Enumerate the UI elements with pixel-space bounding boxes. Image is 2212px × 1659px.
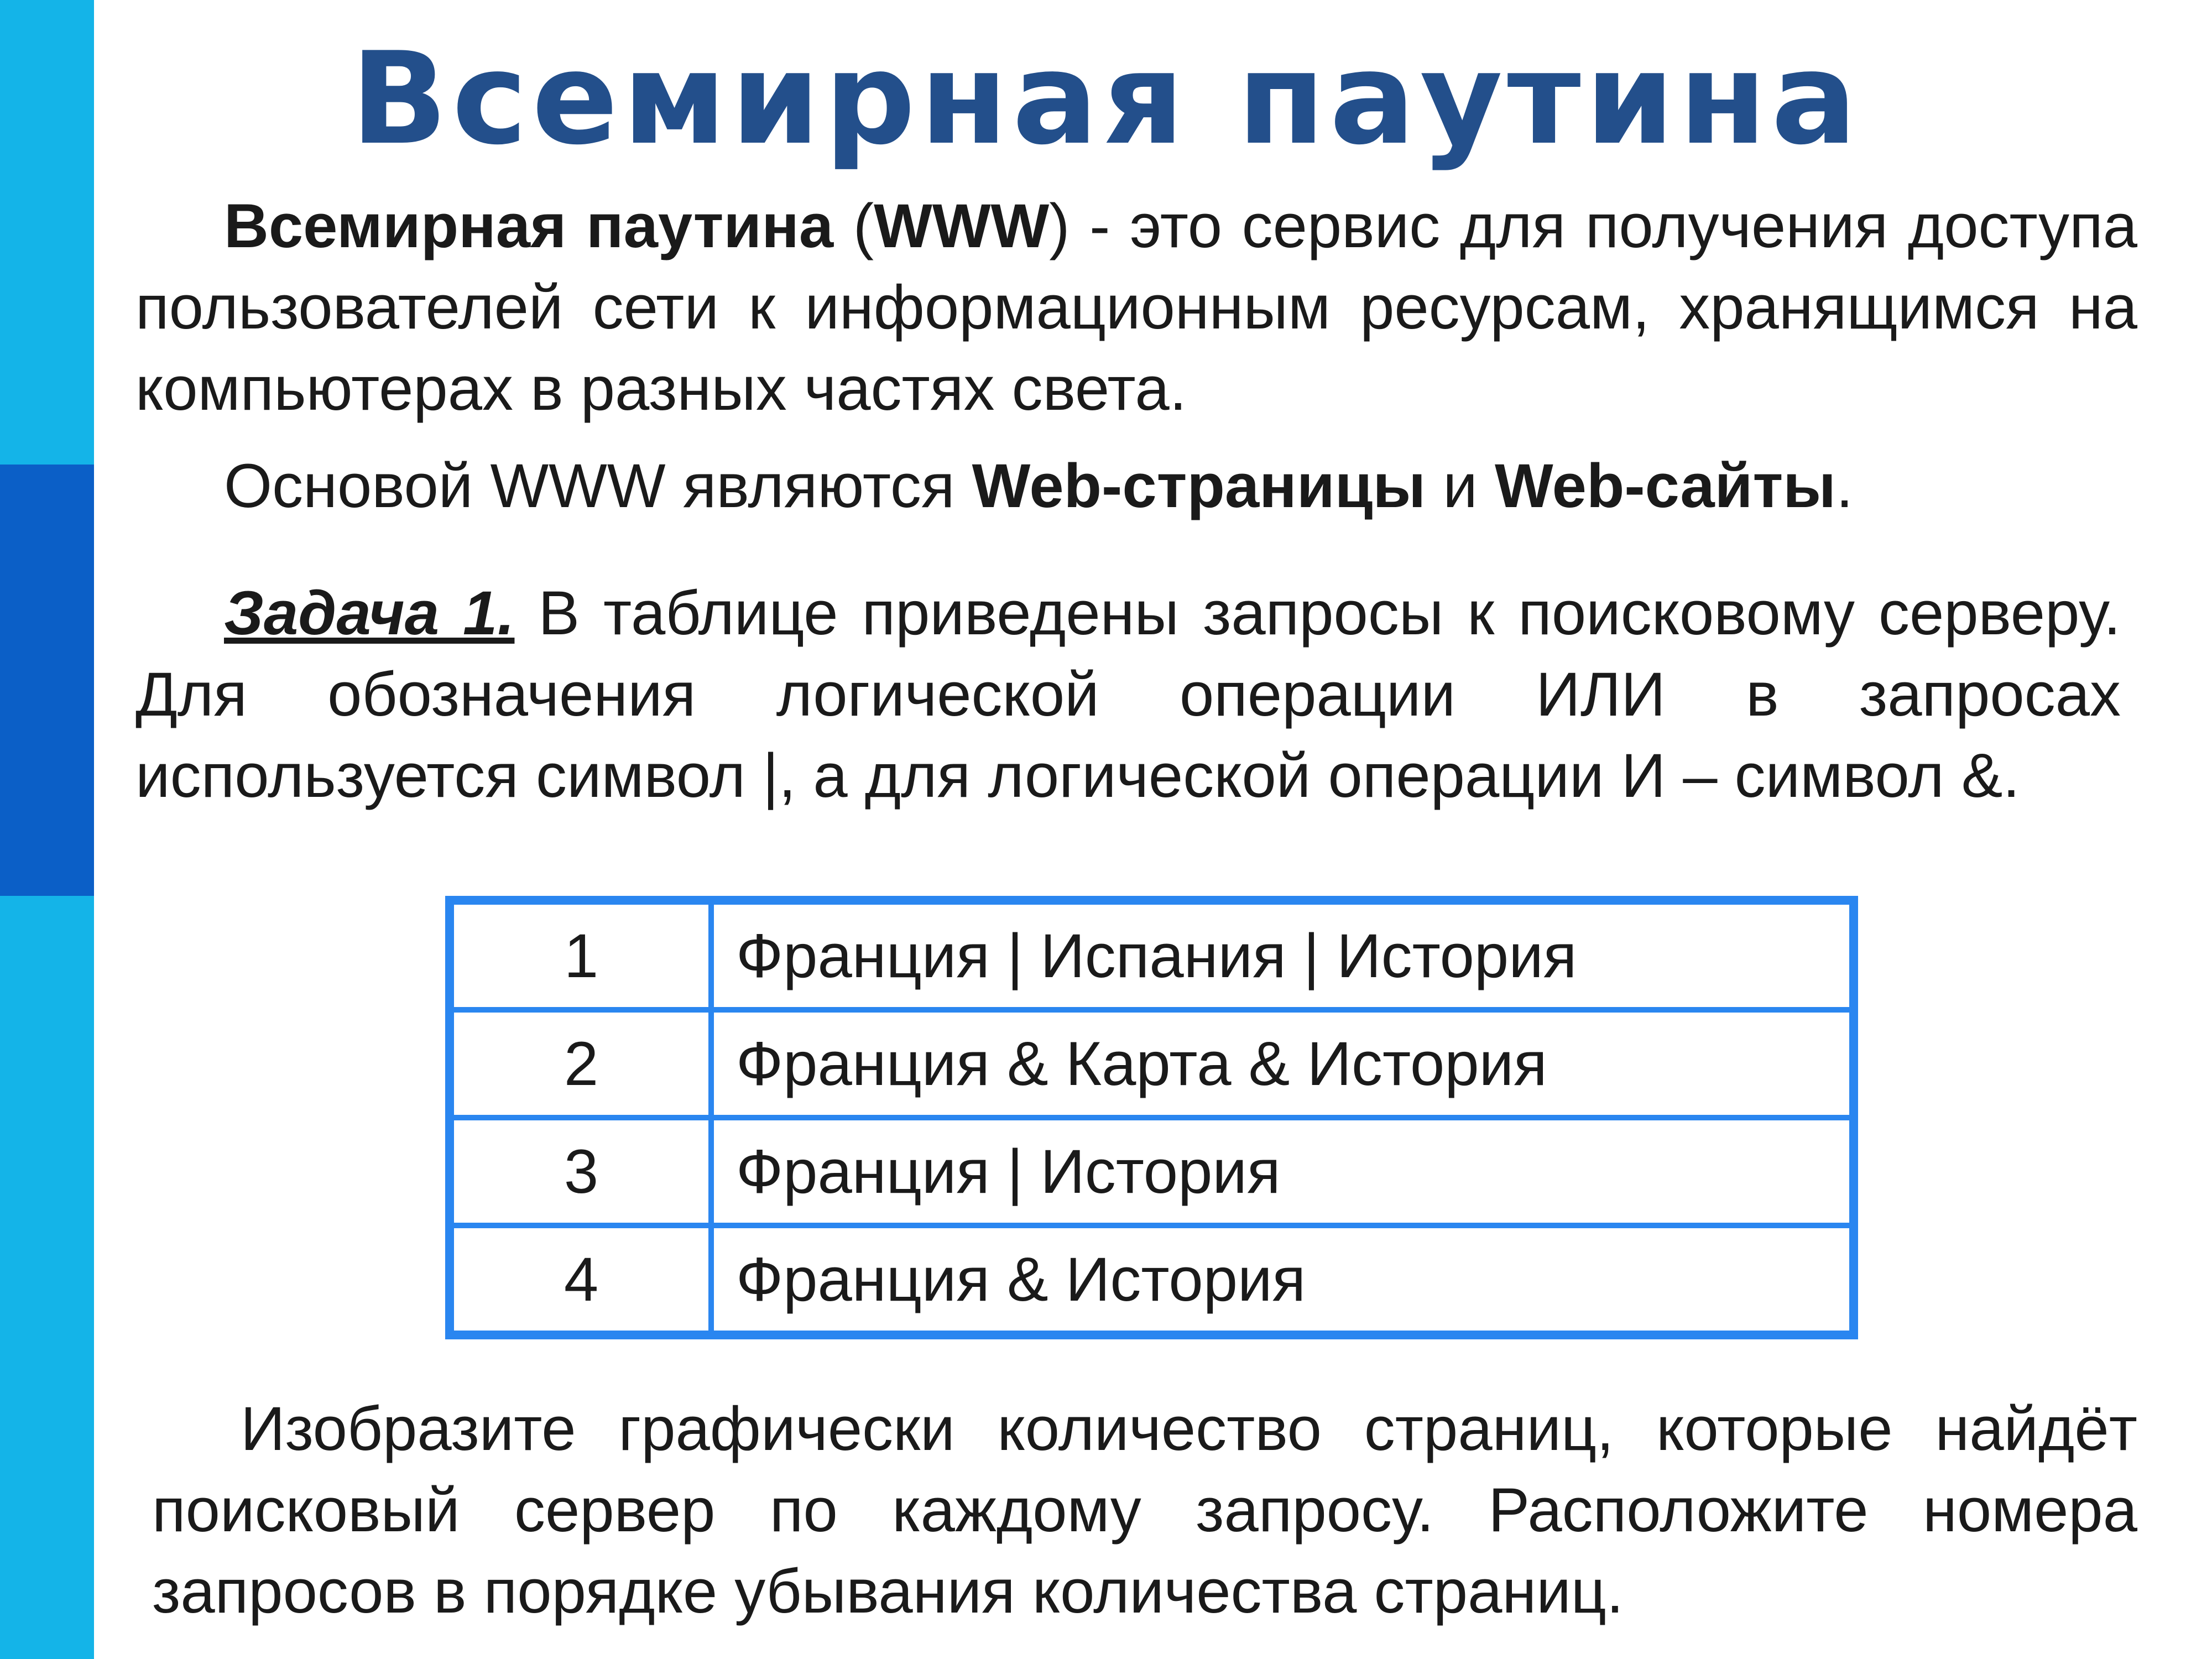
task-paragraph: [135, 572, 2121, 816]
table-row: [450, 1225, 1854, 1335]
sidebar-segment-middle: [0, 465, 94, 896]
table-row: [450, 1010, 1854, 1118]
definition-abbr: WWW: [874, 191, 1050, 260]
slide-title: Всемирная паутина: [351, 25, 1861, 173]
task-label: Задача 1.: [224, 578, 515, 648]
definition-text: ) - это сервис для получения доступа пользователей сети к информационным ресурсам, хранящимся на компьютерах в разных частях света.: [135, 191, 2138, 423]
query-number: 1: [450, 900, 711, 1010]
sidebar-decoration: [0, 0, 94, 1659]
basis-paragraph: [135, 445, 2137, 526]
basis-suffix: .: [1835, 451, 1854, 520]
sidebar-segment-bottom: [0, 896, 94, 1659]
query-text: Франция | Испания | История: [711, 900, 1854, 1010]
instruction-paragraph: Изобразите графически количество страниц, которые найдёт поисковый сервер по каждому запросу. Расположите номера запросов в порядке убывания количества страниц.: [152, 1394, 2137, 1626]
query-text: Франция & Карта & История: [711, 1010, 1854, 1118]
basis-sites: Web-сайты: [1494, 451, 1836, 520]
query-text: Франция | История: [711, 1118, 1854, 1225]
definition-paragraph: [135, 185, 2137, 429]
basis-pages: Web-страницы: [972, 451, 1426, 520]
table-row: [450, 1118, 1854, 1225]
query-table: [445, 896, 1858, 1339]
basis-conj: и: [1426, 451, 1495, 520]
basis-prefix: Основой WWW являются: [224, 451, 972, 520]
query-number: 4: [450, 1225, 711, 1335]
query-text: Франция & История: [711, 1225, 1854, 1335]
definition-term: Всемирная паутина: [224, 191, 834, 260]
task-text: В таблице приведены запросы к поисковому серверу. Для обозначения логической операции ИЛИ в запросах используется символ |, а для логической операции И – символ &.: [135, 578, 2121, 810]
query-number: 3: [450, 1118, 711, 1225]
definition-open-paren: (: [833, 191, 874, 260]
query-number: 2: [450, 1010, 711, 1118]
table-row: [450, 900, 1854, 1010]
